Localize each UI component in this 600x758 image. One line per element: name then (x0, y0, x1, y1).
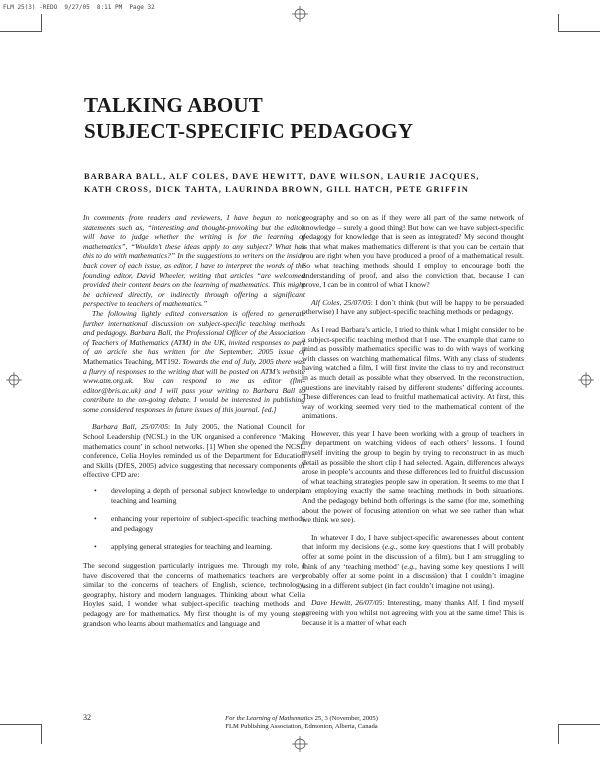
registration-mark-icon (292, 6, 308, 22)
page-number: 32 (83, 713, 91, 722)
list-item: • applying general strategies for teaching and learning. (111, 542, 305, 552)
crop-mark (41, 724, 42, 744)
list-item: • enhancing your repertoire of subject-specific teaching methods and pedagogy (111, 514, 305, 533)
ball-continuation-paragraph: geography and so on as if they were all part of the same network of knowledge – surely a good thing! But how can we have subject-specific pedagogy for knowledge that is seen as integrated? My second thought is that what makes mathematics different is that you can be certain that you are right when you have produced a proof of a mathematical result. So what teaching methods should I employ to encourage both the understanding of proof, and also the conviction that, because I can prove, I can be in control of what I know? (302, 213, 524, 290)
speaker-name: Dave Hewitt, 26/07/05 (311, 598, 383, 608)
coles-paragraph: As I read Barbara’s article, I tried to think what I might consider to be a subject-specific teaching method that I use. The example that came to mind as possibly mathematics specific was to do with ways of working with classes on watching mathematical films. With any class of students having watched a film, I will first invite the class to try and reconstruct in as much detail as possible what they observed. In the reconstruction, questions are inevitably raised by different students’ differing accounts. These differences can lead to fruitful mathematical activity. At first, this way of working seemed very tied to the mathematical content of the animations. (302, 324, 524, 421)
registration-mark-icon (578, 372, 594, 388)
author-list (84, 170, 524, 196)
coles-paragraph: Alf Coles, 25/07/05: I don’t think (but will be happy to be persuaded otherwise) I have any subject-specific teaching methods or pedagogy. (302, 297, 524, 317)
speaker-name: Alf Coles, 25/07/05 (311, 297, 371, 307)
crop-mark (558, 31, 600, 32)
crop-mark (41, 14, 42, 32)
footer-line-1: For the Learning of Mathematics 25, 3 (November, 2005) (225, 715, 378, 722)
crop-mark (558, 724, 559, 744)
coles-paragraph: However, this year I have been working with a group of teachers in my department on watching videos of each others’ lessons. I found myself inviting the group to begin by trying to reconstruct in as much detail as possible the short clip I had selected. Again, differences always arose in people’s accounts and these differences led to fruitful discussion of what teaching strategies people saw in operation. It seems to me that I am employing exactly the same teaching methods in both situations. And the pedagogy behind both offerings is the same (for me, something about the power of focusing attention on what we see rather than what we think we see). (302, 428, 524, 525)
title-line-1: TALKING ABOUT (84, 93, 263, 117)
list-item: • developing a depth of personal subject knowledge to underpin teaching and learning (111, 486, 305, 505)
crop-mark (558, 724, 600, 725)
author-line-1: BARBARA BALL, ALF COLES, DAVE HEWITT, DAVE WILSON, LAURIE JACQUES, (84, 172, 480, 181)
journal-footer (83, 715, 520, 732)
left-column (83, 213, 305, 628)
title-line-2: SUBJECT-SPECIFIC PEDAGOGY (84, 119, 414, 143)
registration-mark-icon (292, 736, 308, 752)
crop-mark (0, 724, 42, 725)
hewitt-paragraph: Dave Hewitt, 26/07/05: Interesting, many thanks Alf. I find myself agreeing with you whilst not agreeing with you at the same time! This is because it is a matter of what each (302, 598, 525, 627)
editor-intro-paragraph: In comments from readers and reviewers, I have begun to notice statements such as, “interesting and thought-provoking but the editor will have to judge whether the writing is for the learning of mathematics”, “Wouldn’t these ideas apply to any subject? What has this to do with mathematics?” In the suggestions to writers on the inside back cover of each issue, as editor, I have to interpret the words of the founding editor, David Wheeler, writing that articles “are welcomed provided their content bears on the learning of mathematics. This might be achieved directly, or indirectly through offering a significant perspective to teachers of mathematics.” (83, 213, 305, 309)
author-line-2: KATH CROSS, DICK TAHTA, LAURINDA BROWN, GILL HATCH, PETE GRIFFIN (84, 185, 469, 194)
footer-line-2: FLM Publishing Association, Edmonton, Alberta, Canada (225, 723, 378, 731)
ball-paragraph: Barbara Ball, 25/07/05: In July 2005, the National Council for School Leadership (NCSL) in the UK organised a conference ‘Making mathematics count’ in school networks. [1] When she opened the NCSL conference, Celia Hoyles reminded us of the Department for Education and Skills (DfES, 2005) advice suggesting that necessary components of effective CPD are: (83, 422, 306, 480)
print-slug: FLM 25(3) -REDO 9/27/05 8:11 PM Page 32 (3, 4, 155, 11)
editor-intro-paragraph: The following lightly edited conversation is offered to generate further international discussion on subject-specific teaching methods and pedagogy. Barbara Ball, the Professional Officer of the Association of Teachers of Mathematics (ATM) in the UK, invited responses to part of an article she has written for the September, 2005 issue of Mathematics Teaching, MT192. Towards the end of July, 2005 there was a flurry of responses to the writing that will be posted on ATM’s website www.atm.org.uk. You can respond to me as editor (flm-editor@bris.ac.uk) and I will pass your writing to Barbara Ball to contribute to the on-going debate. I would be interested in publishing some considered responses in future issues of this journal. [ed.] (83, 308, 306, 414)
speaker-name: Barbara Ball, 25/07/05 (92, 422, 169, 432)
crop-mark (0, 31, 42, 32)
article-title (84, 92, 413, 144)
cpd-components-list (83, 486, 305, 552)
ball-paragraph: The second suggestion particularly intrigues me. Through my role, I have discovered that the concerns of mathematics teachers are very similar to the concerns of teachers of English, science, technology, geography, history and modern languages. Thinking about what Celia Hoyles said, I wonder what subject-specific teaching methods and pedagogy are for mathematics. My first thought is of my young step grandson who learns about mathematics and language and (83, 561, 305, 628)
crop-mark (558, 14, 559, 32)
coles-paragraph: In whatever I do, I have subject-specific awarenesses about content that inform my decisions (e.g., some key questions that I will probably offer at some point in the discussion of a film), but I am struggling to think of any ‘teaching method’ (e.g., having some key questions I will probably offer at some point in a discussion) that I couldn’t imagine using in a different subject (in fact couldn’t imagine not using). (302, 532, 524, 590)
registration-mark-icon (6, 372, 22, 388)
right-column (302, 213, 524, 627)
